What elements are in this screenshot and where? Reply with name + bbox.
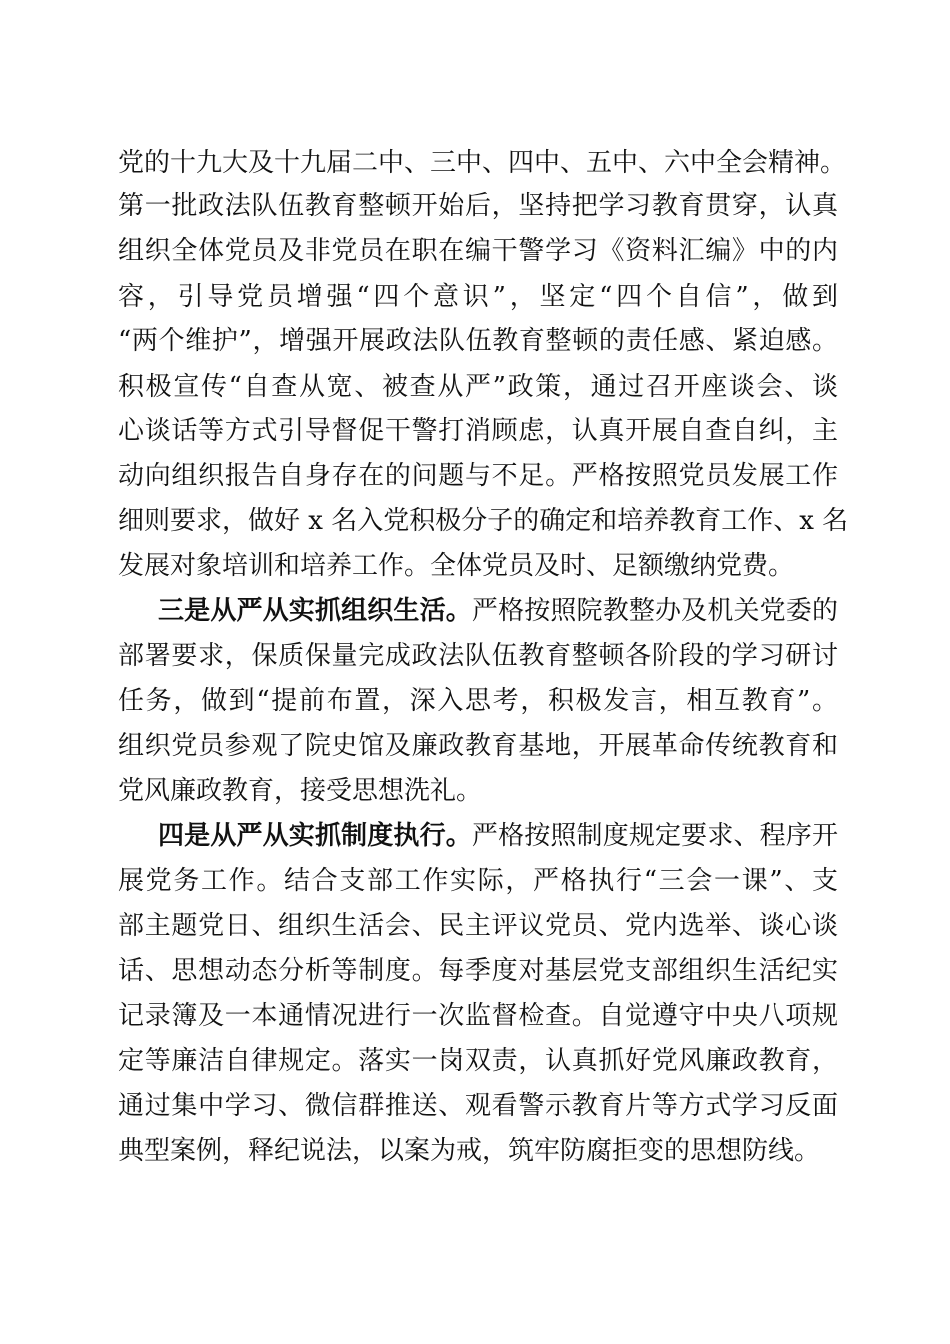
para2-first-rest: 严格按照院教整办及机关党委的 (471, 596, 838, 626)
para3-lead: 四是从严从实抓制度执行。 (158, 821, 472, 851)
para1-line-6: 积极宣传“自查从宽、被查从严”政策，通过召开座谈会、谈 (118, 372, 838, 402)
para2-line-4: 组织党员参观了院史馆及廉政教育基地，开展革命传统教育和 (118, 731, 838, 761)
para1-line-3: 组织全体党员及非党员在职在编干警学习《资料汇编》中的内 (118, 236, 838, 266)
para2-line-1 (158, 591, 838, 631)
para3-line-5: 记录簿及一本通情况进行一次监督检查。自觉遵守中央八项规 (118, 1001, 838, 1031)
para1-line-10: 发展对象培训和培养工作。全体党员及时、足额缴纳党费。 (118, 551, 795, 581)
para1-line-1: 党的十九大及十九届二中、三中、四中、五中、六中全会精神。 (118, 148, 847, 178)
para1-line-7: 心谈话等方式引导督促干警打消顾虑，认真开展自查自纠，主 (118, 416, 838, 446)
para2-line-5: 党风廉政教育，接受思想洗礼。 (118, 776, 483, 806)
para1-line-9: 细则要求，做好 x 名入党积极分子的确定和培养教育工作、x 名 (118, 506, 849, 536)
para3-line-1 (158, 816, 838, 856)
para3-line-6: 定等廉洁自律规定。落实一岗双责，认真抓好党风廉政教育， (118, 1046, 838, 1076)
para3-line-3: 部主题党日、组织生活会、民主评议党员、党内选举、谈心谈 (118, 911, 838, 941)
para3-line-8: 典型案例，释纪说法，以案为戒，筑牢防腐拒变的思想防线。 (118, 1136, 821, 1166)
para2-line-3: 任务，做到“提前布置，深入思考，积极发言，相互教育”。 (118, 686, 838, 716)
para3-line-7: 通过集中学习、微信群推送、观看警示教育片等方式学习反面 (118, 1091, 838, 1121)
para3-first-rest: 严格按照制度规定要求、程序开 (471, 821, 838, 851)
para2-line-2: 部署要求，保质保量完成政法队伍教育整顿各阶段的学习研讨 (118, 641, 838, 671)
para1-line-2: 第一批政法队伍教育整顿开始后，坚持把学习教育贯穿，认真 (118, 191, 838, 221)
para1-line-8: 动向组织报告自身存在的问题与不足。严格按照党员发展工作 (118, 461, 838, 491)
para2-lead: 三是从严从实抓组织生活。 (158, 596, 472, 626)
para1-line-5: “两个维护”，增强开展政法队伍教育整顿的责任感、紧迫感。 (118, 326, 838, 356)
para3-line-2: 展党务工作。结合支部工作实际，严格执行“三会一课”、支 (118, 866, 838, 896)
para1-line-4: 容，引导党员增强“四个意识”，坚定“四个自信”，做到 (118, 282, 838, 312)
para3-line-4: 话、思想动态分析等制度。每季度对基层党支部组织生活纪实 (118, 956, 838, 986)
